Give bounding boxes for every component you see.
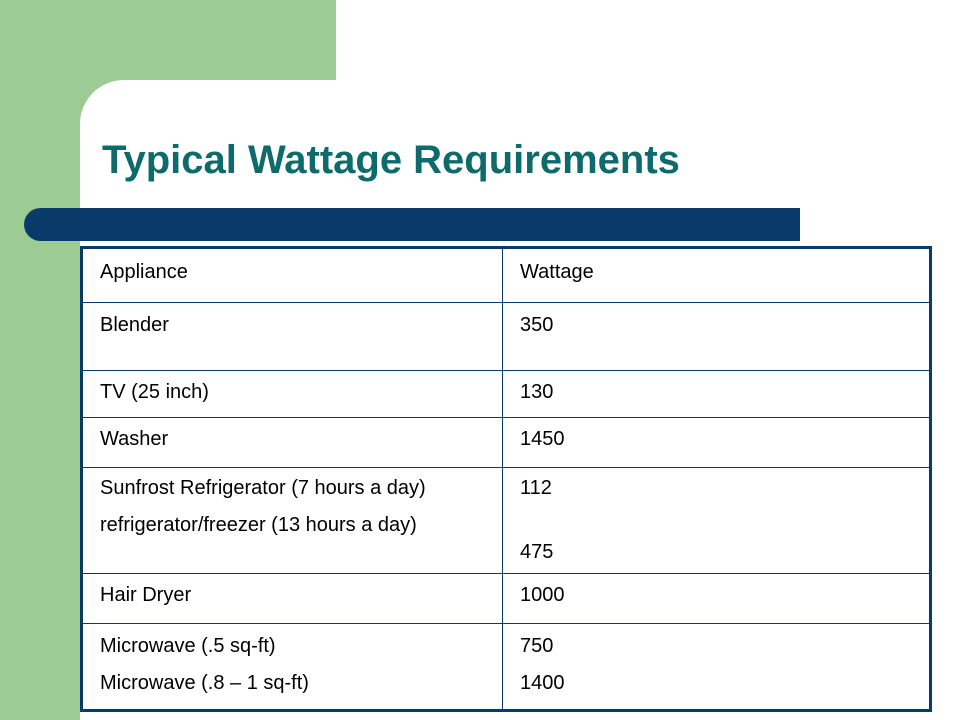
wattage-line: 1400 — [520, 672, 565, 694]
wattage-line: 112 — [520, 477, 552, 499]
appliance-line: Microwave (.5 sq-ft) — [100, 635, 276, 657]
header-appliance: Appliance — [82, 248, 503, 303]
appliance-line: Microwave (.8 – 1 sq-ft) — [100, 672, 309, 694]
wattage-cell: 1000 — [503, 574, 931, 624]
appliance-line: Sunfrost Refrigerator (7 hours a day) — [100, 477, 426, 499]
wattage-line: 750 — [520, 635, 554, 657]
wattage-cell: 350 — [503, 303, 931, 371]
slide-title: Typical Wattage Requirements — [102, 138, 680, 182]
table-header-row — [82, 248, 931, 303]
table-row — [82, 574, 931, 624]
table-row — [82, 418, 931, 468]
wattage-table — [80, 246, 932, 712]
appliance-line: refrigerator/freezer (13 hours a day) — [100, 514, 417, 536]
header-wattage: Wattage — [503, 248, 931, 303]
wattage-cell — [503, 468, 931, 574]
table-row — [82, 371, 931, 418]
appliance-cell — [82, 468, 503, 574]
wattage-cell — [503, 624, 931, 711]
title-accent-bar — [24, 208, 800, 241]
appliance-cell — [82, 624, 503, 711]
wattage-cell: 1450 — [503, 418, 931, 468]
wattage-line: 475 — [520, 541, 554, 563]
appliance-cell: TV (25 inch) — [82, 371, 503, 418]
table-row — [82, 468, 931, 574]
appliance-cell: Hair Dryer — [82, 574, 503, 624]
wattage-cell: 130 — [503, 371, 931, 418]
appliance-cell: Washer — [82, 418, 503, 468]
appliance-cell: Blender — [82, 303, 503, 371]
table-row — [82, 303, 931, 371]
table-row — [82, 624, 931, 711]
